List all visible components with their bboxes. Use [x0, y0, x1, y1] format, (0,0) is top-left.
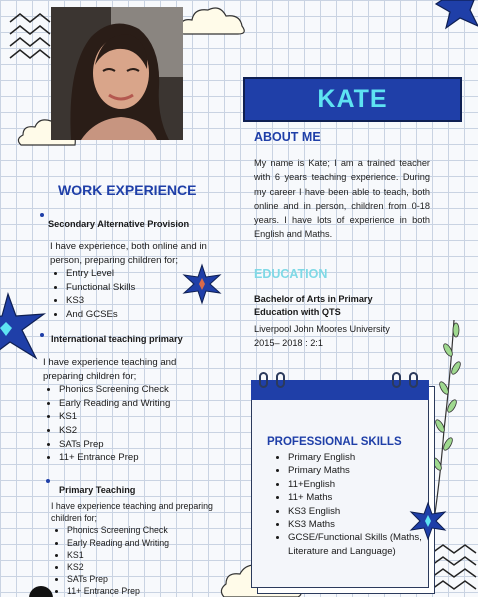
star-decoration	[410, 503, 446, 539]
list-item: • 11+ Entrance Prep	[67, 585, 221, 597]
education-degree: Bachelor of Arts in Primary Education with QTS	[254, 294, 373, 317]
skills-heading: PROFESSIONAL SKILLS	[267, 436, 402, 448]
list-item: • Primary Maths	[288, 464, 422, 477]
education-details	[254, 322, 444, 350]
job-title: International teaching primary	[51, 334, 183, 344]
work-heading: WORK EXPERIENCE	[58, 182, 197, 198]
job-description	[50, 240, 220, 322]
list-item: • 11+ Entrance Prep	[59, 451, 203, 465]
job-title: Primary Teaching	[59, 485, 136, 495]
job-list	[51, 524, 221, 597]
list-item: • KS3 Maths	[288, 518, 422, 531]
about-text: My name is Kate; I am a trained teacher with 6 years teaching experience. During my career I have been able to teach, both online and in person, children from 0-18 years. I have lots of experience in both English and Maths.	[254, 158, 430, 240]
ring-icon	[259, 372, 268, 388]
list-item: • Early Reading and Writing	[59, 397, 203, 411]
star-corner-decoration	[430, 0, 478, 30]
ring-icon	[409, 372, 418, 388]
zigzag-decoration	[10, 14, 50, 64]
ring-icon	[392, 372, 401, 388]
job-bullet	[46, 479, 50, 483]
job-title: Secondary Alternative Provision	[48, 219, 190, 229]
job-intro: I have experience teaching and preparing children for;	[43, 357, 177, 382]
job-list	[50, 267, 220, 321]
name-banner	[243, 77, 462, 122]
list-item: • Primary English	[288, 451, 422, 464]
list-item: • Functional Skills	[66, 281, 220, 295]
list-item: • KS1	[67, 549, 221, 561]
list-item: • 11+ Maths	[288, 491, 422, 504]
job-bullet	[40, 213, 44, 217]
list-item: • KS3	[66, 294, 220, 308]
job-list	[43, 383, 203, 465]
list-item: • Early Reading and Writing	[67, 537, 221, 549]
star-side-decoration	[0, 294, 44, 366]
job-bullet	[40, 333, 44, 337]
list-item: • 11+English	[288, 478, 422, 491]
list-item: • Entry Level	[66, 267, 220, 281]
zigzag-decoration	[432, 545, 476, 593]
list-item: • Phonics Screening Check	[59, 383, 203, 397]
list-item: • Phonics Screening Check	[67, 524, 221, 536]
name-text: KATE	[317, 85, 388, 113]
education-dates: 2015– 2018 : 2:1	[254, 338, 323, 348]
list-item: • SATs Prep	[59, 438, 203, 452]
cloud-decoration	[178, 4, 248, 36]
list-item: • And GCSEs	[66, 308, 220, 322]
ring-icon	[276, 372, 285, 388]
job-description	[51, 500, 221, 597]
job-description	[43, 356, 203, 465]
list-item: • KS1	[59, 410, 203, 424]
list-item: • KS2	[59, 424, 203, 438]
skills-list-container	[272, 451, 422, 558]
list-item: • GCSE/Functional Skills (Maths, Literature and Language)	[288, 531, 422, 558]
list-item: • KS3 English	[288, 505, 422, 518]
job-intro: I have experience teaching and preparing children for;	[51, 501, 213, 524]
skills-list	[272, 451, 422, 558]
about-heading: ABOUT ME	[254, 130, 321, 144]
education-university: Liverpool John Moores University	[254, 324, 390, 334]
list-item: • SATs Prep	[67, 573, 221, 585]
education-heading: EDUCATION	[254, 267, 328, 281]
profile-photo	[51, 7, 183, 140]
list-item: • KS2	[67, 561, 221, 573]
job-intro: I have experience, both online and in person, preparing children for;	[50, 241, 207, 266]
